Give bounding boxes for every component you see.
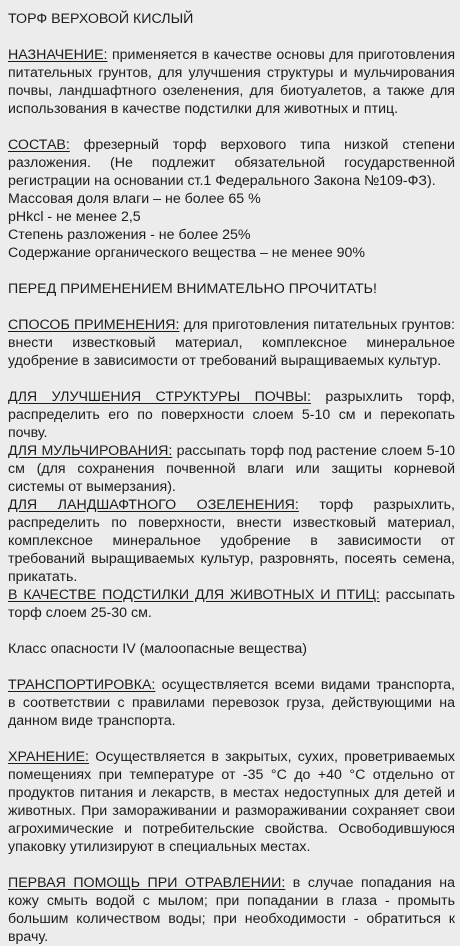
firstaid-heading: ПЕРВАЯ ПОМОЩЬ ПРИ ОТРАВЛЕНИИ: [8, 875, 286, 891]
warning-text: ПЕРЕД ПРИМЕНЕНИЕМ ВНИМАТЕЛЬНО ПРОЧИТАТЬ! [8, 281, 377, 297]
firstaid-section [8, 874, 455, 946]
soil-text: разрыхлить торф, распределить его по поверхности слоем 5-10 см и перекопать почву. [8, 389, 455, 441]
soil-heading: ДЛЯ УЛУЧШЕНИЯ СТРУКТУРЫ ПОЧВЫ: [8, 389, 311, 405]
composition-heading: СОСТАВ: [8, 137, 70, 153]
storage-heading: ХРАНЕНИЕ: [8, 749, 89, 765]
usage-paragraph [8, 316, 455, 370]
mulch-text: рассыпать торф под растение слоем 5-10 см (для сохранения почвенной влаги или защиты корневой системы от вымерзания). [8, 443, 456, 495]
composition-line-moisture: Массовая доля влаги – не более 65 % [8, 191, 261, 207]
purpose-section [8, 46, 455, 118]
hazard-text: Класс опасности IV (малоопасные вещества) [8, 641, 308, 657]
hazard-section [8, 640, 455, 658]
bedding-paragraph [8, 586, 455, 622]
transport-section [8, 676, 455, 730]
composition-line-decomposition: Степень разложения - не более 25% [8, 227, 251, 243]
usage-section [8, 316, 455, 370]
transport-heading: ТРАНСПОРТИРОВКА: [8, 677, 156, 693]
composition-section [8, 136, 455, 262]
composition-text: фрезерный торф верхового типа низкой степени разложения. (Не подлежит обязательной государственной регистрации на основании ст.1 Федерального Закона №109-ФЗ). [8, 137, 455, 189]
composition-line-ph: pHkcl - не менее 2,5 [8, 209, 141, 225]
application-methods-section [8, 388, 455, 622]
mulch-paragraph [8, 442, 455, 496]
firstaid-text: в случае попадания на кожу смыть водой с мылом; при попадании в глаза - промыть большим количеством воды; при необходимости - обратиться к врачу. [8, 875, 455, 945]
bedding-text: рассыпать торф слоем 25-30 см. [8, 587, 455, 621]
mulch-heading: ДЛЯ МУЛЬЧИРОВАНИЯ: [8, 443, 173, 459]
soil-paragraph [8, 388, 455, 442]
composition-line-organic: Содержание органического вещества – не менее 90% [8, 245, 366, 261]
warning-section [8, 280, 455, 298]
purpose-heading: НАЗНАЧЕНИЕ: [8, 47, 108, 63]
usage-heading: СПОСОБ ПРИМЕНЕНИЯ: [8, 317, 180, 333]
purpose-paragraph [8, 46, 455, 118]
storage-section [8, 748, 455, 856]
product-title: ТОРФ ВЕРХОВОЙ КИСЛЫЙ [8, 11, 194, 27]
composition-paragraph [8, 136, 455, 190]
storage-text: Осуществляется в закрытых, сухих, проветриваемых помещениях при температуре от -35 °С до +40 °С отдельно от продуктов питания и лекарств, в местах недоступных для детей и животных. При замораживании и размораживании сохраняет свои агрохимические и потребительские свойства. Освободившуюся упаковку утилизируют в специальных местах. [8, 749, 455, 855]
landscape-heading: ДЛЯ ЛАНДШАФТНОГО ОЗЕЛЕНЕНИЯ: [8, 497, 299, 513]
landscape-paragraph [8, 496, 455, 586]
usage-text: для приготовления питательных грунтов: внести известковый материал, комплексное минеральное удобрение в зависимости от требований выращиваемых культур. [8, 317, 455, 369]
purpose-text: применяется в качестве основы для приготовления питательных грунтов, для улучшения структуры и мульчирования почвы, ландшафтного озеленения, для биотуалетов, а также для использования в качестве подстилки для животных и птиц. [8, 47, 455, 117]
firstaid-paragraph [8, 874, 455, 946]
transport-paragraph [8, 676, 455, 730]
transport-text: осуществляется всеми видами транспорта, в соответствии с правилами перевозок груза, действующими на данном виде транспорта. [8, 677, 455, 729]
bedding-heading: В КАЧЕСТВЕ ПОДСТИЛКИ ДЛЯ ЖИВОТНЫХ И ПТИЦ: [8, 587, 380, 603]
landscape-text: торф разрыхлить, распределить по поверхности, внести известковый материал, комплексное минеральное удобрение в зависимости от требований выращиваемых культур, разровнять, посеять семена, прикатать. [8, 497, 455, 585]
label-document [8, 10, 455, 946]
storage-paragraph [8, 748, 455, 856]
